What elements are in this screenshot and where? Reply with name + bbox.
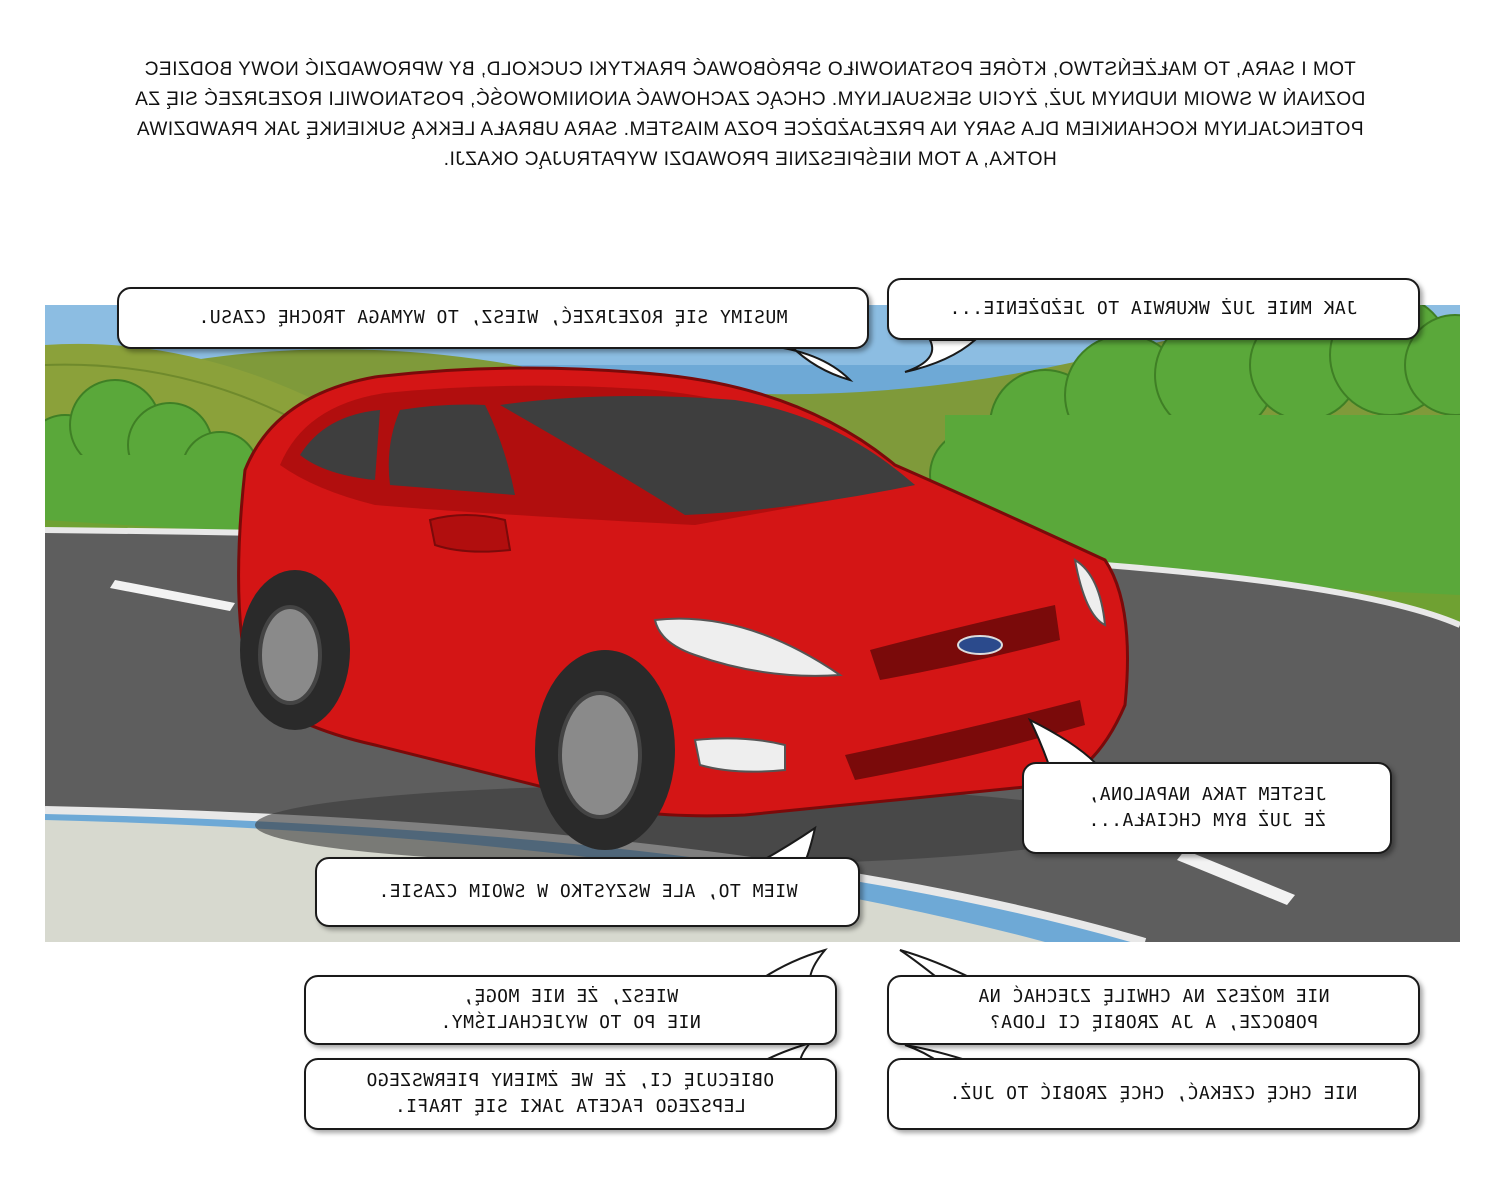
speech-bubble-4	[315, 857, 860, 927]
story-caption: TOM I SARA, TO MAŁŻEŃSTWO, KTÓRE POSTANOWIŁO SPRÓBOWAĆ PRAKTYKI CUCKOLD, BY WPROWADZIĆ NOWY BODZIEC DOZNAŃ W SWOIM NUDNYM JUŻ, ŻYCIU SEKSUALNYM. CHCĄC ZACHOWAĆ ANONIMOWOŚĆ, POSTANOWILI ROZEJRZEĆ SIĘ ZA POTENCJALNYM KOCHANKIEM DLA SARY NA PRZEJAŻDŻCE POZA MIASTEM. SARA UBRAŁA LEKKĄ SUKIENKĘ JAK PRAWDZIWA HOTKA, A TOM NIEŚPIESZNIE PROWADZI WYPATRUJĄC OKAZJI.	[134, 59, 1366, 170]
speech-text-2: JAK MNIE JUŻ WKURWIA TO JEŻDŻENIE...	[949, 298, 1358, 319]
speech-bubble-8	[887, 1058, 1420, 1130]
speech-text-4: WIEM TO, ALE WSZYSTKO W SWOIM CZASIE.	[377, 881, 798, 902]
speech-bubble-3	[1022, 762, 1392, 854]
speech-text-7: OBIECUJĘ CI, ŻE WE ŻMIENY PIERWSZEGO LEPSZEGO FACETA JAKI SIĘ TRAFI.	[366, 1070, 775, 1117]
speech-bubble-2	[887, 278, 1420, 340]
speech-bubble-7	[304, 1058, 837, 1130]
speech-text-1: MUSIMY SIĘ ROZEJRZEĆ, WIESZ, TO WYMAGA TROCHĘ CZASU.	[198, 307, 788, 328]
front-wheel	[535, 650, 675, 850]
speech-bubble-6	[887, 975, 1420, 1045]
car-logo	[958, 636, 1002, 654]
speech-text-3: JESTEM TAKA NAPALONA, ŻE JUŻ BYM CHCIAŁA...	[1087, 784, 1327, 831]
speech-bubble-5	[304, 975, 837, 1045]
speech-text-6: NIE MOŻESZ NA CHWILĘ ZJECHAĆ NA POBOCZE, A JA ZROBIĘ CI LODA?	[977, 986, 1330, 1033]
speech-bubble-1	[117, 287, 869, 349]
speech-text-8: NIE CHCĘ CZEKAĆ, CHCĘ ZROBIĆ TO JUŻ.	[949, 1083, 1358, 1104]
rear-wheel	[240, 570, 350, 730]
speech-text-5: WIESZ, ŻE NIE MOGĘ, NIE PO TO WYJECHALIŚMY.	[440, 986, 701, 1033]
